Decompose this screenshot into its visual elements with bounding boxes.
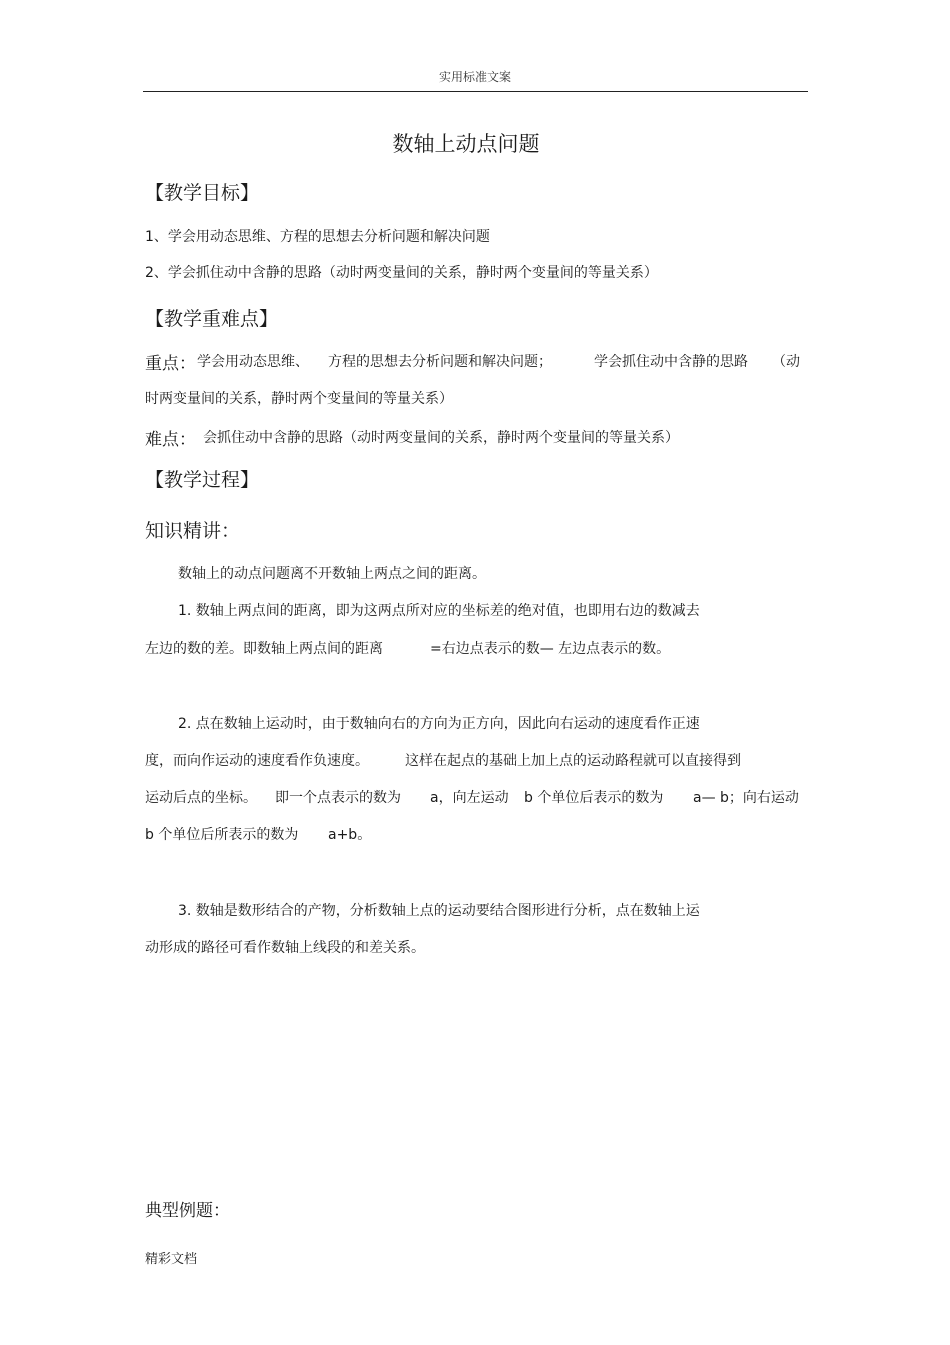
point-2-line-3d: b 个单位后表示的数为: [524, 790, 664, 806]
point-2-line-2a: 度，而向作运动的速度看作负速度。: [145, 753, 369, 769]
point-2-line-4a: b 个单位后所表示的数为: [145, 827, 299, 843]
point-2-line-4b: a+b。: [328, 827, 372, 843]
key-point-part-1: 学会用动态思维、: [197, 354, 309, 370]
point-2-line-3e: a— b；向右运动: [693, 790, 799, 806]
examples-heading: 典型例题：: [145, 1201, 230, 1221]
knowledge-intro: 数轴上的动点问题离不开数轴上两点之间的距离。: [178, 566, 486, 582]
objective-item-1: 1、学会用动态思维、方程的思想去分析问题和解决问题: [145, 229, 490, 245]
point-2-line-3b: 即一个点表示的数为: [275, 790, 401, 806]
key-point-part-4: （动: [772, 354, 800, 370]
key-point-line-2: 时两变量间的关系，静时两个变量间的等量关系）: [145, 391, 453, 407]
process-heading: 【教学过程】: [145, 469, 260, 491]
point-3-line-1: 3. 数轴是数形结合的产物，分析数轴上点的运动要结合图形进行分析，点在数轴上运: [178, 903, 700, 919]
point-2-line-1: 2. 点在数轴上运动时，由于数轴向右的方向为正方向，因此向右运动的速度看作正速: [178, 716, 700, 732]
difficulty-text: 会抓住动中含静的思路（动时两变量间的关系，静时两个变量间的等量关系）: [203, 430, 679, 446]
objectives-heading: 【教学目标】: [145, 182, 260, 204]
page-footer: 精彩文档: [145, 1252, 198, 1267]
point-2-line-3a: 运动后点的坐标。: [145, 790, 257, 806]
key-point-label: 重点：: [145, 354, 196, 374]
key-point-part-2: 方程的思想去分析问题和解决问题；: [328, 354, 552, 370]
header-divider: [143, 91, 808, 92]
key-point-part-3: 学会抓住动中含静的思路: [594, 354, 748, 370]
point-2-line-2b: 这样在起点的基础上加上点的运动路程就可以直接得到: [405, 753, 741, 769]
objective-item-2: 2、学会抓住动中含静的思路（动时两变量间的关系，静时两个变量间的等量关系）: [145, 265, 658, 281]
document-title: 数轴上动点问题: [392, 132, 540, 156]
point-1-line-2a: 左边的数的差。即数轴上两点间的距离: [145, 641, 383, 657]
difficulty-label: 难点：: [145, 430, 196, 450]
key-points-heading: 【教学重难点】: [145, 308, 279, 330]
point-2-line-3c: a，向左运动: [430, 790, 509, 806]
knowledge-heading: 知识精讲：: [145, 520, 241, 542]
point-3-line-2: 动形成的路径可看作数轴上线段的和差关系。: [145, 940, 425, 956]
point-1-line-2b: =右边点表示的数— 左边点表示的数。: [430, 641, 671, 657]
page-header: 实用标准文案: [438, 70, 511, 84]
point-1-line-1: 1. 数轴上两点间的距离，即为这两点所对应的坐标差的绝对值，也即用右边的数减去: [178, 603, 700, 619]
